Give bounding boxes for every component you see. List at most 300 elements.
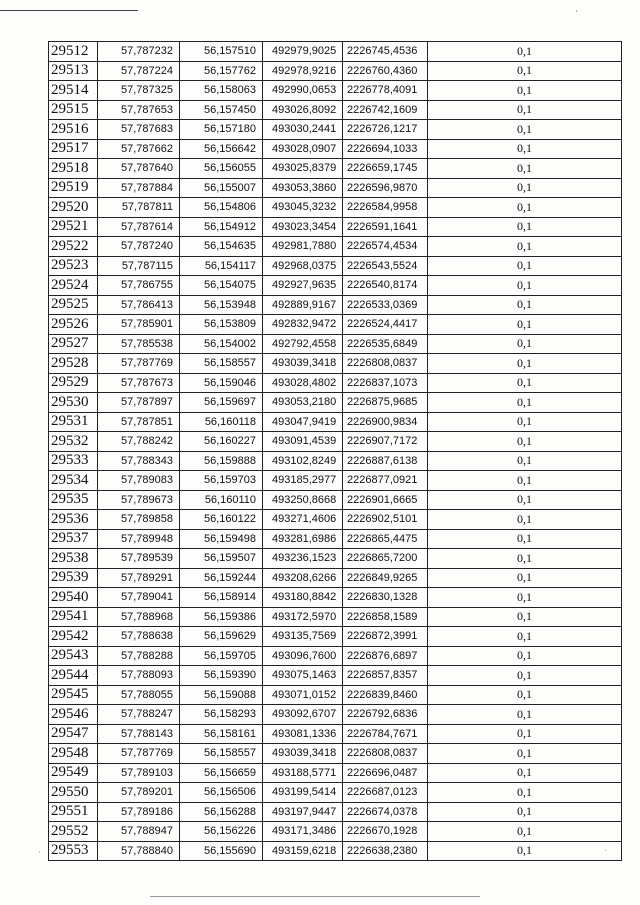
table-row (49, 724, 622, 744)
x-coordinate-cell: 493091,4539 (263, 432, 343, 452)
y-coordinate-cell: 2226849,9265 (343, 568, 428, 588)
longitude-cell: 56,156288 (180, 802, 263, 822)
y-coordinate-cell: 2226865,7200 (343, 549, 428, 569)
longitude-cell: 56,159629 (180, 627, 263, 647)
y-coordinate-cell: 2226540,8174 (343, 276, 428, 296)
longitude-cell: 56,154635 (180, 237, 263, 257)
longitude-cell: 56,153948 (180, 295, 263, 315)
x-coordinate-cell: 493271,4606 (263, 510, 343, 530)
y-coordinate-cell: 2226907,7172 (343, 432, 428, 452)
table-row (49, 432, 622, 452)
x-coordinate-cell: 493172,5970 (263, 607, 343, 627)
longitude-cell: 56,158557 (180, 744, 263, 764)
y-coordinate-cell: 2226778,4091 (343, 81, 428, 101)
value-cell: 0,1 (428, 705, 622, 725)
latitude-cell: 57,789103 (98, 763, 180, 783)
row-number-cell: 29513 (49, 61, 98, 81)
table-row (49, 568, 622, 588)
latitude-cell: 57,789539 (98, 549, 180, 569)
table-row (49, 646, 622, 666)
value-cell: 0,1 (428, 724, 622, 744)
y-coordinate-cell: 2226900,9834 (343, 412, 428, 432)
longitude-cell: 56,158914 (180, 588, 263, 608)
y-coordinate-cell: 2226535,6849 (343, 334, 428, 354)
y-coordinate-cell: 2226591,1641 (343, 217, 428, 237)
table-row (49, 237, 622, 257)
table-row (49, 373, 622, 393)
value-cell: 0,1 (428, 178, 622, 198)
latitude-cell: 57,789083 (98, 471, 180, 491)
table-row (49, 295, 622, 315)
row-number-cell: 29520 (49, 198, 98, 218)
y-coordinate-cell: 2226865,4475 (343, 529, 428, 549)
value-cell: 0,1 (428, 568, 622, 588)
table-row (49, 510, 622, 530)
value-cell: 0,1 (428, 295, 622, 315)
table-row (49, 490, 622, 510)
y-coordinate-cell: 2226830,1328 (343, 588, 428, 608)
table-row (49, 685, 622, 705)
latitude-cell: 57,789858 (98, 510, 180, 530)
y-coordinate-cell: 2226596,9870 (343, 178, 428, 198)
latitude-cell: 57,787811 (98, 198, 180, 218)
latitude-cell: 57,787897 (98, 393, 180, 413)
y-coordinate-cell: 2226533,0369 (343, 295, 428, 315)
x-coordinate-cell: 492927,9635 (263, 276, 343, 296)
table-row (49, 841, 622, 861)
row-number-cell: 29522 (49, 237, 98, 257)
latitude-cell: 57,789041 (98, 588, 180, 608)
longitude-cell: 56,157180 (180, 120, 263, 140)
longitude-cell: 56,153809 (180, 315, 263, 335)
longitude-cell: 56,156642 (180, 139, 263, 159)
x-coordinate-cell: 492832,9472 (263, 315, 343, 335)
longitude-cell: 56,159507 (180, 549, 263, 569)
x-coordinate-cell: 493197,9447 (263, 802, 343, 822)
table-row (49, 100, 622, 120)
x-coordinate-cell: 493281,6986 (263, 529, 343, 549)
longitude-cell: 56,158161 (180, 724, 263, 744)
y-coordinate-cell: 2226858,1589 (343, 607, 428, 627)
y-coordinate-cell: 2226745,4536 (343, 42, 428, 62)
latitude-cell: 57,789673 (98, 490, 180, 510)
latitude-cell: 57,788968 (98, 607, 180, 627)
row-number-cell: 29517 (49, 139, 98, 159)
row-number-cell: 29515 (49, 100, 98, 120)
value-cell: 0,1 (428, 217, 622, 237)
table-row (49, 705, 622, 725)
row-number-cell: 29536 (49, 510, 98, 530)
latitude-cell: 57,787662 (98, 139, 180, 159)
y-coordinate-cell: 2226887,6138 (343, 451, 428, 471)
x-coordinate-cell: 493039,3418 (263, 744, 343, 764)
row-number-cell: 29542 (49, 627, 98, 647)
x-coordinate-cell: 493047,9419 (263, 412, 343, 432)
latitude-cell: 57,787653 (98, 100, 180, 120)
y-coordinate-cell: 2226808,0837 (343, 744, 428, 764)
latitude-cell: 57,786755 (98, 276, 180, 296)
table-row (49, 217, 622, 237)
value-cell: 0,1 (428, 451, 622, 471)
x-coordinate-cell: 493039,3418 (263, 354, 343, 374)
value-cell: 0,1 (428, 373, 622, 393)
latitude-cell: 57,787769 (98, 354, 180, 374)
table-row (49, 822, 622, 842)
row-number-cell: 29553 (49, 841, 98, 861)
header-rule (0, 10, 138, 11)
row-number-cell: 29538 (49, 549, 98, 569)
latitude-cell: 57,787769 (98, 744, 180, 764)
value-cell: 0,1 (428, 744, 622, 764)
table-row (49, 61, 622, 81)
x-coordinate-cell: 493250,8668 (263, 490, 343, 510)
latitude-cell: 57,788947 (98, 822, 180, 842)
table-row (49, 198, 622, 218)
row-number-cell: 29534 (49, 471, 98, 491)
longitude-cell: 56,160227 (180, 432, 263, 452)
value-cell: 0,1 (428, 646, 622, 666)
row-number-cell: 29546 (49, 705, 98, 725)
x-coordinate-cell: 492792,4558 (263, 334, 343, 354)
longitude-cell: 56,157510 (180, 42, 263, 62)
y-coordinate-cell: 2226694,1033 (343, 139, 428, 159)
value-cell: 0,1 (428, 120, 622, 140)
footer-rule (150, 896, 480, 897)
x-coordinate-cell: 492979,9025 (263, 42, 343, 62)
latitude-cell: 57,787224 (98, 61, 180, 81)
longitude-cell: 56,159498 (180, 529, 263, 549)
longitude-cell: 56,156226 (180, 822, 263, 842)
row-number-cell: 29532 (49, 432, 98, 452)
latitude-cell: 57,787232 (98, 42, 180, 62)
longitude-cell: 56,154912 (180, 217, 263, 237)
latitude-cell: 57,788055 (98, 685, 180, 705)
x-coordinate-cell: 492981,7880 (263, 237, 343, 257)
value-cell: 0,1 (428, 315, 622, 335)
table-row (49, 763, 622, 783)
longitude-cell: 56,160110 (180, 490, 263, 510)
latitude-cell: 57,787851 (98, 412, 180, 432)
table-row (49, 783, 622, 803)
table-row (49, 120, 622, 140)
longitude-cell: 56,159697 (180, 393, 263, 413)
latitude-cell: 57,785901 (98, 315, 180, 335)
x-coordinate-cell: 493188,5771 (263, 763, 343, 783)
row-number-cell: 29519 (49, 178, 98, 198)
row-number-cell: 29533 (49, 451, 98, 471)
value-cell: 0,1 (428, 763, 622, 783)
longitude-cell: 56,159386 (180, 607, 263, 627)
x-coordinate-cell: 493030,2441 (263, 120, 343, 140)
value-cell: 0,1 (428, 276, 622, 296)
x-coordinate-cell: 493159,6218 (263, 841, 343, 861)
x-coordinate-cell: 492990,0653 (263, 81, 343, 101)
row-number-cell: 29529 (49, 373, 98, 393)
y-coordinate-cell: 2226670,1928 (343, 822, 428, 842)
latitude-cell: 57,789291 (98, 568, 180, 588)
y-coordinate-cell: 2226574,4534 (343, 237, 428, 257)
row-number-cell: 29531 (49, 412, 98, 432)
latitude-cell: 57,787673 (98, 373, 180, 393)
latitude-cell: 57,788840 (98, 841, 180, 861)
latitude-cell: 57,788288 (98, 646, 180, 666)
value-cell: 0,1 (428, 490, 622, 510)
row-number-cell: 29521 (49, 217, 98, 237)
x-coordinate-cell: 493053,2180 (263, 393, 343, 413)
latitude-cell: 57,789186 (98, 802, 180, 822)
latitude-cell: 57,788247 (98, 705, 180, 725)
table-row (49, 588, 622, 608)
x-coordinate-cell: 493171,3486 (263, 822, 343, 842)
value-cell: 0,1 (428, 802, 622, 822)
scan-speck: · (604, 846, 607, 855)
x-coordinate-cell: 493180,8842 (263, 588, 343, 608)
y-coordinate-cell: 2226760,4360 (343, 61, 428, 81)
longitude-cell: 56,156506 (180, 783, 263, 803)
row-number-cell: 29530 (49, 393, 98, 413)
coordinates-table-container (48, 41, 621, 861)
table-row (49, 802, 622, 822)
value-cell: 0,1 (428, 198, 622, 218)
x-coordinate-cell: 493135,7569 (263, 627, 343, 647)
longitude-cell: 56,156055 (180, 159, 263, 179)
longitude-cell: 56,159390 (180, 666, 263, 686)
value-cell: 0,1 (428, 42, 622, 62)
latitude-cell: 57,789948 (98, 529, 180, 549)
longitude-cell: 56,156659 (180, 763, 263, 783)
table-row (49, 334, 622, 354)
x-coordinate-cell: 493025,8379 (263, 159, 343, 179)
y-coordinate-cell: 2226839,8460 (343, 685, 428, 705)
x-coordinate-cell: 493071,0152 (263, 685, 343, 705)
value-cell: 0,1 (428, 841, 622, 861)
x-coordinate-cell: 493236,1523 (263, 549, 343, 569)
y-coordinate-cell: 2226901,6665 (343, 490, 428, 510)
longitude-cell: 56,154075 (180, 276, 263, 296)
longitude-cell: 56,157762 (180, 61, 263, 81)
y-coordinate-cell: 2226659,1745 (343, 159, 428, 179)
value-cell: 0,1 (428, 666, 622, 686)
table-row (49, 451, 622, 471)
latitude-cell: 57,787325 (98, 81, 180, 101)
row-number-cell: 29551 (49, 802, 98, 822)
row-number-cell: 29512 (49, 42, 98, 62)
value-cell: 0,1 (428, 627, 622, 647)
value-cell: 0,1 (428, 61, 622, 81)
table-row (49, 315, 622, 335)
table-row (49, 412, 622, 432)
latitude-cell: 57,787884 (98, 178, 180, 198)
x-coordinate-cell: 493096,7600 (263, 646, 343, 666)
longitude-cell: 56,157450 (180, 100, 263, 120)
y-coordinate-cell: 2226638,2380 (343, 841, 428, 861)
coordinates-table (48, 41, 622, 861)
y-coordinate-cell: 2226808,0837 (343, 354, 428, 374)
x-coordinate-cell: 492978,9216 (263, 61, 343, 81)
longitude-cell: 56,159088 (180, 685, 263, 705)
table-row (49, 666, 622, 686)
row-number-cell: 29548 (49, 744, 98, 764)
y-coordinate-cell: 2226742,1609 (343, 100, 428, 120)
row-number-cell: 29544 (49, 666, 98, 686)
y-coordinate-cell: 2226875,9685 (343, 393, 428, 413)
table-row (49, 139, 622, 159)
row-number-cell: 29535 (49, 490, 98, 510)
table-row (49, 627, 622, 647)
x-coordinate-cell: 493208,6266 (263, 568, 343, 588)
table-row (49, 159, 622, 179)
x-coordinate-cell: 493081,1336 (263, 724, 343, 744)
y-coordinate-cell: 2226584,9958 (343, 198, 428, 218)
row-number-cell: 29514 (49, 81, 98, 101)
scan-speck: · (38, 848, 41, 857)
table-row (49, 81, 622, 101)
x-coordinate-cell: 493185,2977 (263, 471, 343, 491)
y-coordinate-cell: 2226902,5101 (343, 510, 428, 530)
latitude-cell: 57,785538 (98, 334, 180, 354)
longitude-cell: 56,159705 (180, 646, 263, 666)
value-cell: 0,1 (428, 100, 622, 120)
table-row (49, 393, 622, 413)
table-body (49, 42, 622, 861)
table-row (49, 276, 622, 296)
value-cell: 0,1 (428, 822, 622, 842)
latitude-cell: 57,787240 (98, 237, 180, 257)
y-coordinate-cell: 2226524,4417 (343, 315, 428, 335)
longitude-cell: 56,154806 (180, 198, 263, 218)
row-number-cell: 29523 (49, 256, 98, 276)
longitude-cell: 56,158293 (180, 705, 263, 725)
row-number-cell: 29524 (49, 276, 98, 296)
y-coordinate-cell: 2226872,3991 (343, 627, 428, 647)
x-coordinate-cell: 493102,8249 (263, 451, 343, 471)
y-coordinate-cell: 2226857,8357 (343, 666, 428, 686)
value-cell: 0,1 (428, 510, 622, 530)
page-corner-mark: · (575, 6, 578, 16)
latitude-cell: 57,786413 (98, 295, 180, 315)
y-coordinate-cell: 2226687,0123 (343, 783, 428, 803)
row-number-cell: 29518 (49, 159, 98, 179)
x-coordinate-cell: 493092,6707 (263, 705, 343, 725)
x-coordinate-cell: 493075,1463 (263, 666, 343, 686)
y-coordinate-cell: 2226877,0921 (343, 471, 428, 491)
row-number-cell: 29527 (49, 334, 98, 354)
row-number-cell: 29552 (49, 822, 98, 842)
value-cell: 0,1 (428, 471, 622, 491)
longitude-cell: 56,159703 (180, 471, 263, 491)
x-coordinate-cell: 493028,4802 (263, 373, 343, 393)
row-number-cell: 29539 (49, 568, 98, 588)
value-cell: 0,1 (428, 783, 622, 803)
longitude-cell: 56,159244 (180, 568, 263, 588)
x-coordinate-cell: 493199,5414 (263, 783, 343, 803)
value-cell: 0,1 (428, 237, 622, 257)
longitude-cell: 56,159888 (180, 451, 263, 471)
latitude-cell: 57,788143 (98, 724, 180, 744)
table-row (49, 471, 622, 491)
latitude-cell: 57,788242 (98, 432, 180, 452)
value-cell: 0,1 (428, 256, 622, 276)
value-cell: 0,1 (428, 159, 622, 179)
value-cell: 0,1 (428, 354, 622, 374)
longitude-cell: 56,155690 (180, 841, 263, 861)
y-coordinate-cell: 2226543,5524 (343, 256, 428, 276)
longitude-cell: 56,160122 (180, 510, 263, 530)
x-coordinate-cell: 493045,3232 (263, 198, 343, 218)
x-coordinate-cell: 493026,8092 (263, 100, 343, 120)
longitude-cell: 56,158063 (180, 81, 263, 101)
latitude-cell: 57,788343 (98, 451, 180, 471)
value-cell: 0,1 (428, 81, 622, 101)
latitude-cell: 57,788638 (98, 627, 180, 647)
table-row (49, 178, 622, 198)
value-cell: 0,1 (428, 549, 622, 569)
latitude-cell: 57,787614 (98, 217, 180, 237)
longitude-cell: 56,154117 (180, 256, 263, 276)
table-row (49, 42, 622, 62)
table-row (49, 529, 622, 549)
y-coordinate-cell: 2226792,6836 (343, 705, 428, 725)
table-row (49, 744, 622, 764)
latitude-cell: 57,789201 (98, 783, 180, 803)
row-number-cell: 29550 (49, 783, 98, 803)
table-row (49, 549, 622, 569)
value-cell: 0,1 (428, 393, 622, 413)
value-cell: 0,1 (428, 685, 622, 705)
y-coordinate-cell: 2226726,1217 (343, 120, 428, 140)
x-coordinate-cell: 493023,3454 (263, 217, 343, 237)
latitude-cell: 57,788093 (98, 666, 180, 686)
y-coordinate-cell: 2226837,1073 (343, 373, 428, 393)
x-coordinate-cell: 492889,9167 (263, 295, 343, 315)
x-coordinate-cell: 493053,3860 (263, 178, 343, 198)
value-cell: 0,1 (428, 139, 622, 159)
row-number-cell: 29537 (49, 529, 98, 549)
y-coordinate-cell: 2226784,7671 (343, 724, 428, 744)
row-number-cell: 29549 (49, 763, 98, 783)
longitude-cell: 56,160118 (180, 412, 263, 432)
row-number-cell: 29516 (49, 120, 98, 140)
value-cell: 0,1 (428, 412, 622, 432)
row-number-cell: 29541 (49, 607, 98, 627)
longitude-cell: 56,158557 (180, 354, 263, 374)
row-number-cell: 29547 (49, 724, 98, 744)
longitude-cell: 56,154002 (180, 334, 263, 354)
longitude-cell: 56,159046 (180, 373, 263, 393)
latitude-cell: 57,787640 (98, 159, 180, 179)
y-coordinate-cell: 2226696,0487 (343, 763, 428, 783)
table-row (49, 607, 622, 627)
value-cell: 0,1 (428, 529, 622, 549)
latitude-cell: 57,787115 (98, 256, 180, 276)
value-cell: 0,1 (428, 432, 622, 452)
row-number-cell: 29528 (49, 354, 98, 374)
value-cell: 0,1 (428, 607, 622, 627)
longitude-cell: 56,155007 (180, 178, 263, 198)
x-coordinate-cell: 493028,0907 (263, 139, 343, 159)
value-cell: 0,1 (428, 334, 622, 354)
table-row (49, 256, 622, 276)
latitude-cell: 57,787683 (98, 120, 180, 140)
value-cell: 0,1 (428, 588, 622, 608)
row-number-cell: 29545 (49, 685, 98, 705)
y-coordinate-cell: 2226876,6897 (343, 646, 428, 666)
row-number-cell: 29525 (49, 295, 98, 315)
table-row (49, 354, 622, 374)
row-number-cell: 29540 (49, 588, 98, 608)
x-coordinate-cell: 492968,0375 (263, 256, 343, 276)
y-coordinate-cell: 2226674,0378 (343, 802, 428, 822)
